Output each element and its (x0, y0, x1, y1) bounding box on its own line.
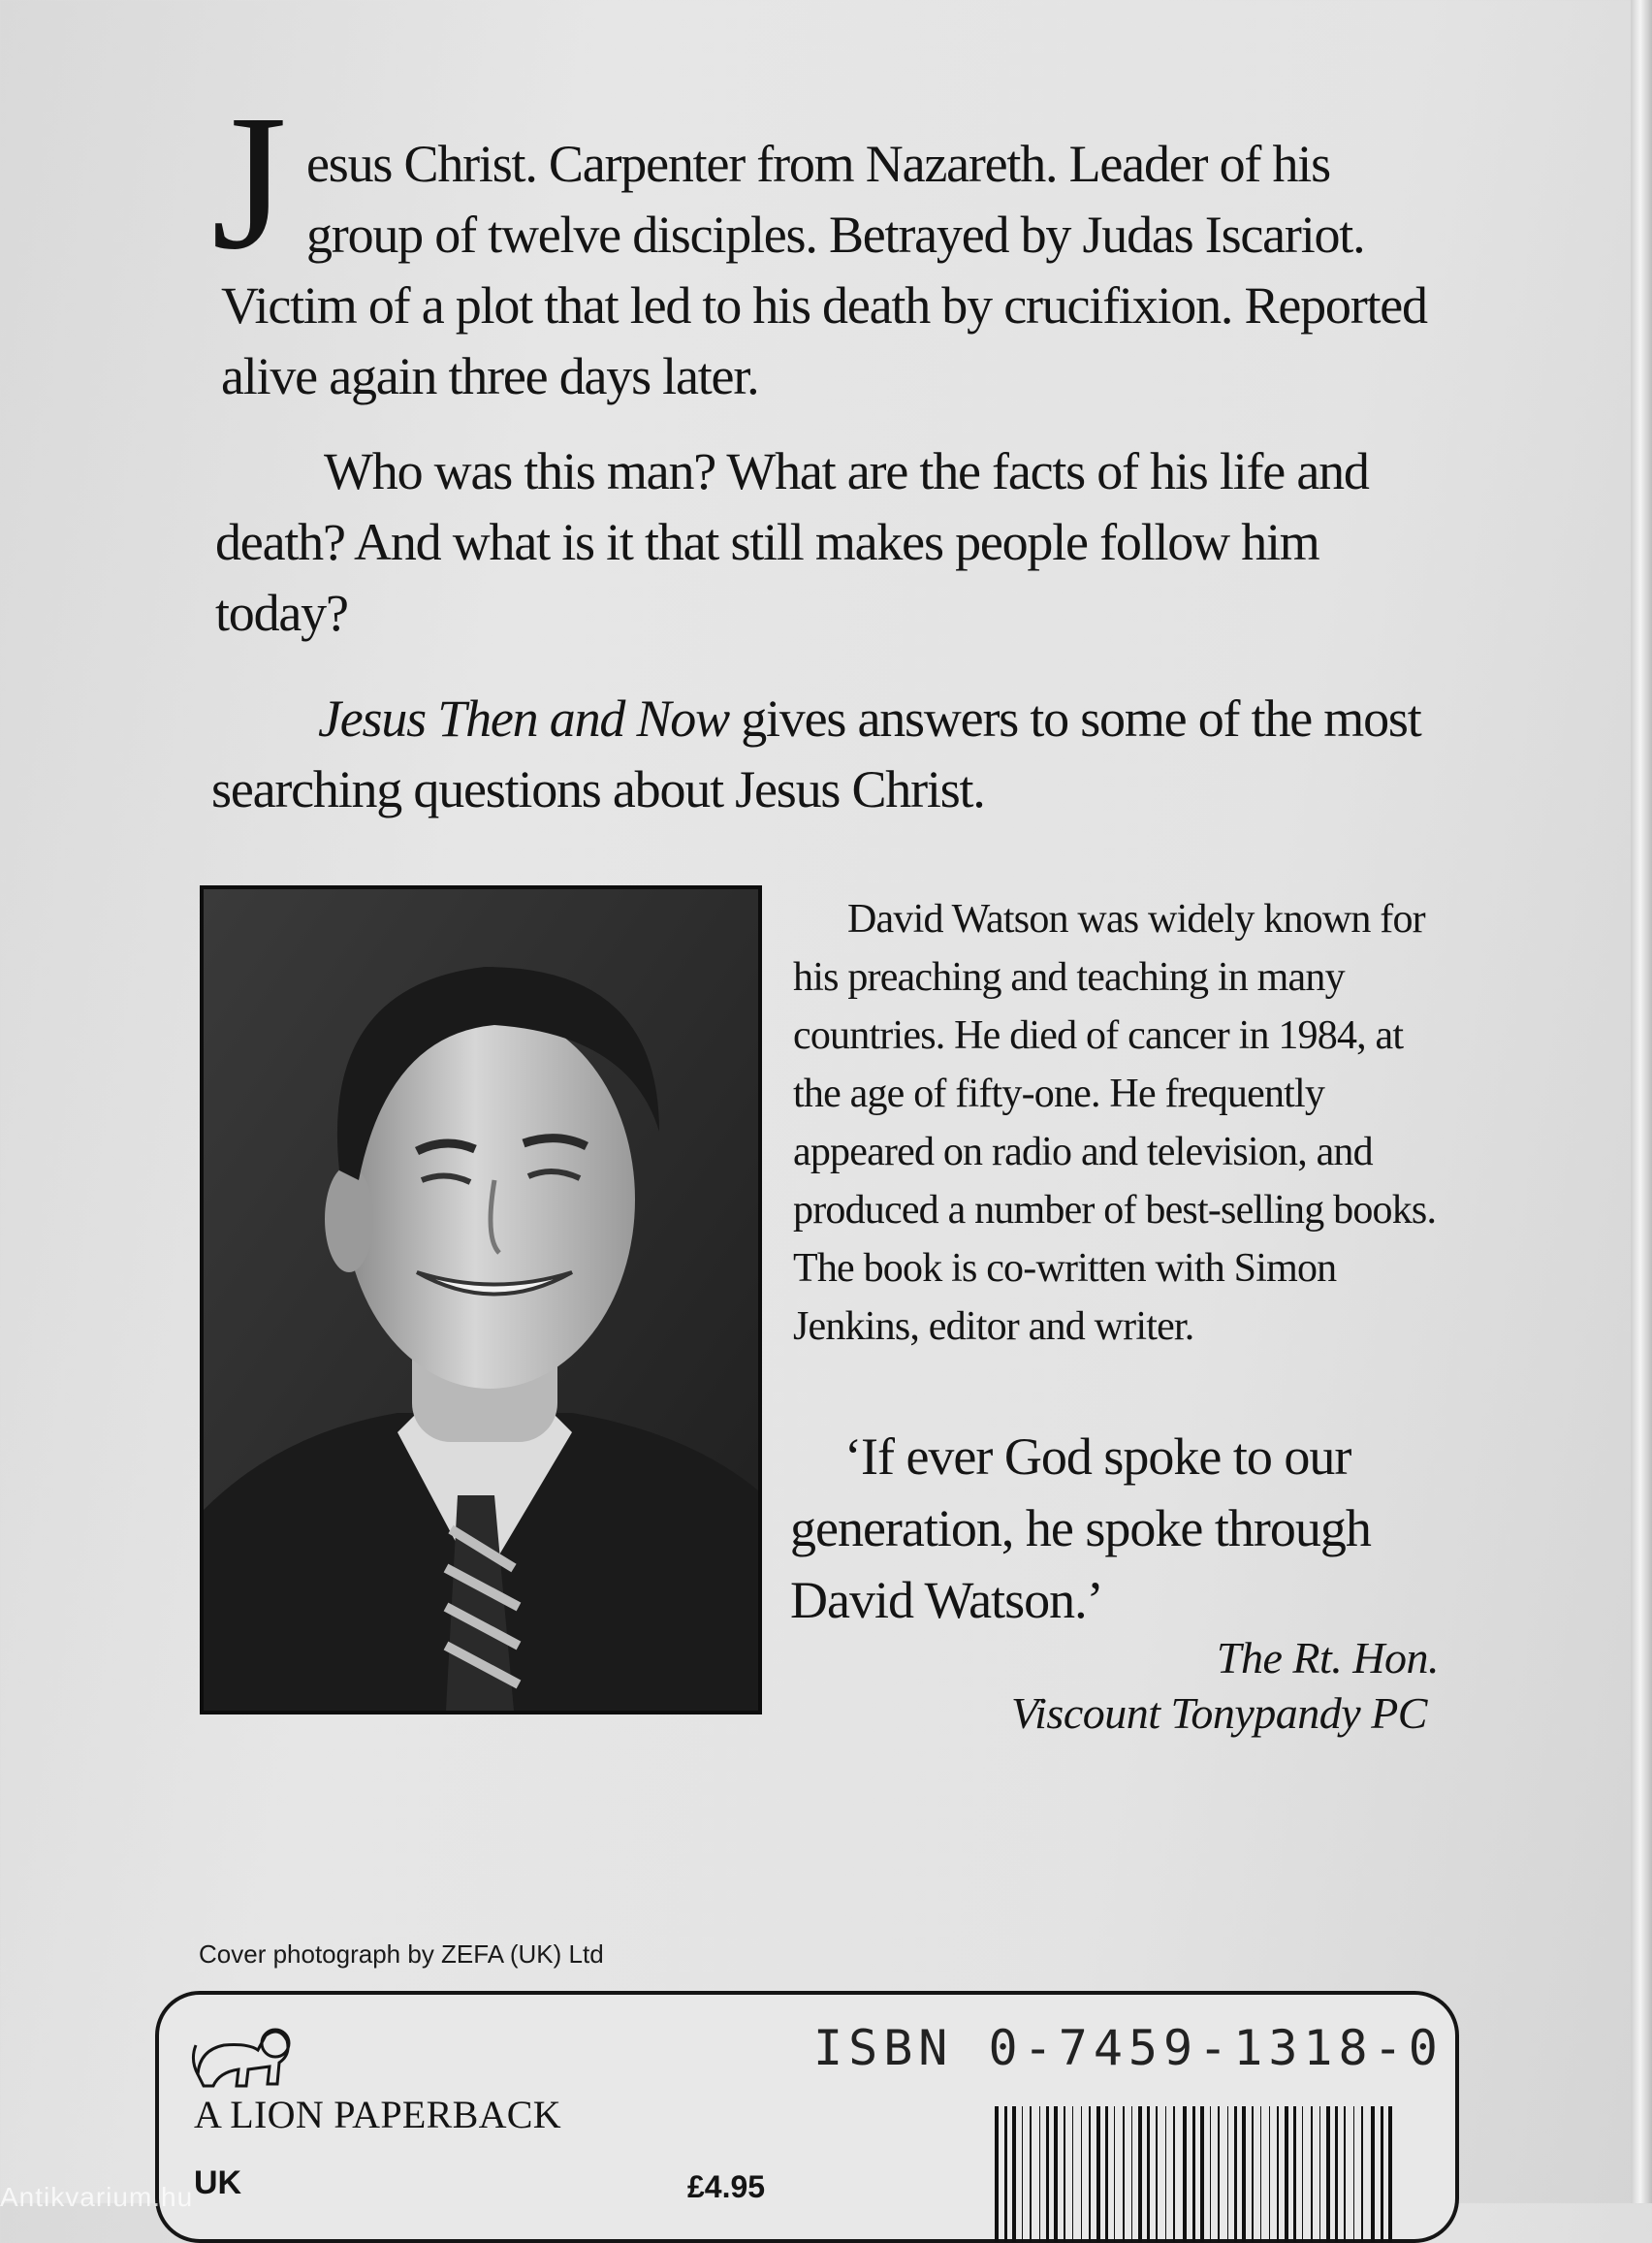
barcode-bar (1004, 2106, 1007, 2242)
book-title: Jesus Then and Now (318, 689, 729, 748)
barcode-bar (1227, 2106, 1228, 2242)
barcode-bar (1081, 2106, 1082, 2242)
barcode-bar (1293, 2106, 1296, 2242)
isbn-number: ISBN 0-7459-1318-0 (813, 2020, 1444, 2076)
blurb-paragraph-1-text: esus Christ. Carpenter from Nazareth. Leader of his group of twelve disciples. Betrayed by Judas Iscariot. Victim of a plot that led to his death by crucifixion. Reported alive again three days later. (221, 135, 1427, 405)
barcode-bar (1030, 2106, 1032, 2242)
barcode-bar (1192, 2106, 1195, 2242)
book-edge (1631, 0, 1652, 2203)
barcode-bar (1022, 2106, 1023, 2242)
barcode-bar (1371, 2106, 1375, 2242)
barcode-bar (1381, 2106, 1383, 2242)
barcode-bar (995, 2106, 999, 2242)
barcode-bar (1344, 2106, 1346, 2242)
barcode-bar (1138, 2106, 1142, 2242)
barcode-bar (1096, 2106, 1100, 2242)
lion-logo-icon (190, 2016, 297, 2098)
endorsement-quote: ‘If ever God spoke to our generation, he spoke through David Watson.’ (790, 1427, 1371, 1629)
author-bio: David Watson was widely known for his preaching and teaching in many countries. He died of cancer in 1984, at the age of fifty-one. He frequently appeared on radio and television, and produced a number of best-selling books. The book is co-written with Simon Jenkins, editor and writer. (793, 897, 1437, 1349)
barcode-bar (1200, 2106, 1204, 2242)
blurb-paragraph-3-text: gives answers to some of the most searching questions about Jesus Christ. (211, 689, 1421, 818)
barcode-bar (1064, 2106, 1065, 2242)
barcode-bar (1072, 2106, 1073, 2242)
endorsement-attribution-name: Viscount Tonypandy PC (1010, 1688, 1427, 1738)
barcode-bar (1089, 2106, 1091, 2242)
barcode-bar (1234, 2106, 1237, 2242)
barcode-bar (1046, 2106, 1049, 2242)
barcode-bar (1173, 2106, 1175, 2242)
barcode-bar (1285, 2106, 1288, 2242)
barcode-bar (1183, 2106, 1187, 2242)
barcode-bar (1105, 2106, 1108, 2242)
barcode-bar (1353, 2106, 1354, 2242)
barcode-bar (1260, 2106, 1261, 2242)
price: £4.95 (687, 2169, 766, 2204)
barcode-panel (155, 1991, 1459, 2243)
barcode-bar (1361, 2106, 1363, 2242)
barcode-bar (1054, 2106, 1058, 2242)
barcode-bar (1277, 2106, 1279, 2242)
barcode-bar (1319, 2106, 1320, 2242)
barcode-bar (1326, 2106, 1330, 2242)
barcode-bar (1311, 2106, 1313, 2242)
barcode-bar (1269, 2106, 1270, 2242)
barcode-bar (1156, 2106, 1158, 2242)
barcode-bar (1388, 2106, 1392, 2242)
barcode-bar (1242, 2106, 1246, 2242)
photo-credit: Cover photograph by ZEFA (UK) Ltd (199, 1939, 604, 1969)
barcode-bar (1039, 2106, 1040, 2242)
endorsement-attribution-title: The Rt. Hon. (1216, 1633, 1439, 1682)
barcode-bar (1012, 2106, 1016, 2242)
barcode-bar (1210, 2106, 1211, 2242)
barcode-bar (1302, 2106, 1303, 2242)
drop-cap: J (211, 76, 286, 290)
blurb-paragraph-3 (211, 684, 1462, 825)
publisher-name: A LION PAPERBACK (194, 2093, 561, 2136)
blurb-paragraph-2: Who was this man? What are the facts of his life and death? And what is it that still makes people follow him today? (215, 442, 1369, 642)
barcode-bar (1123, 2106, 1125, 2242)
barcode-bar (1114, 2106, 1115, 2242)
barcode (993, 2106, 1400, 2242)
barcode-bar (1218, 2106, 1220, 2242)
blurb-paragraph-1 (211, 76, 1452, 412)
watermark: Antikvarium.hu (0, 2182, 194, 2212)
barcode-bar (1335, 2106, 1338, 2242)
price-region: UK (194, 2164, 242, 2201)
barcode-bar (1131, 2106, 1132, 2242)
author-photo (200, 885, 762, 1714)
barcode-bar (1147, 2106, 1150, 2242)
barcode-bar (1252, 2106, 1254, 2242)
barcode-bar (1165, 2106, 1166, 2242)
